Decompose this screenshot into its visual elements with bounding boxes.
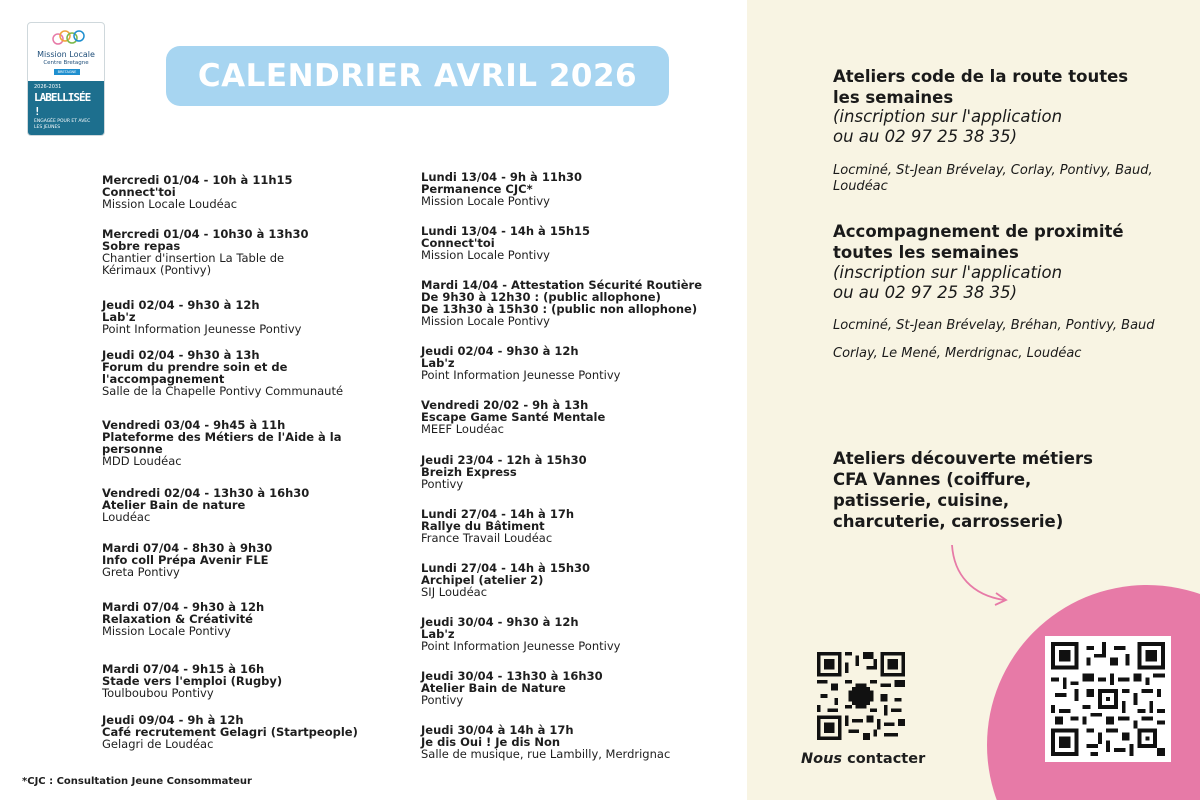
event-location: Point Information Jeunesse Pontivy [102,322,302,336]
event-item [102,299,301,335]
event-title: personne [102,442,163,456]
event-location: France Travail Loudéac [421,531,553,545]
code-route-title [833,66,1128,108]
event-item [421,399,605,435]
code-route-signup [833,107,1062,147]
event-item [421,171,582,207]
title-banner [166,46,669,106]
event-title: Lab'z [421,356,455,370]
contact-label-emphasis: Nous [801,751,843,767]
event-date: Vendredi 20/02 - 9h à 13h [421,398,589,412]
event-title: Permanence CJC* [421,182,533,196]
event-title: Forum du prendre soin et de [102,360,288,374]
event-title: Café recrutement Gelagri (Startpeople) [102,725,358,739]
event-date: Jeudi 02/04 - 9h30 à 12h [421,344,579,358]
event-date: Mercredi 01/04 - 10h30 à 13h30 [102,227,309,241]
code-route-cities-line: Loudéac [833,179,888,194]
event-location: Mission Locale Pontivy [102,624,231,638]
event-date: Jeudi 30/04 - 13h30 à 16h30 [421,669,603,683]
event-item [102,419,342,467]
accompagnement-cities: Corlay, Le Mené, Merdrignac, Loudéac [833,346,1082,361]
event-title: Stade vers l'emploi (Rugby) [102,674,283,688]
event-title: Atelier Bain de nature [102,498,246,512]
event-location: Mission Locale Pontivy [421,194,550,208]
event-item [102,174,293,210]
event-title: Connect'toi [102,185,176,199]
event-date: Jeudi 02/04 - 9h30 à 13h [102,348,260,362]
event-location: SIJ Loudéac [421,585,488,599]
accompagnement-cities: Locminé, St-Jean Brévelay, Bréhan, Pontivy, Baud [833,318,1155,333]
event-item [421,724,670,760]
event-location: Point Information Jeunesse Pontivy [421,639,621,653]
event-date: Jeudi 30/04 à 14h à 17h [421,723,574,737]
event-location: Salle de musique, rue Lambilly, Merdrignac [421,747,671,761]
event-location: Point Information Jeunesse Pontivy [421,368,621,382]
event-item [102,349,343,397]
event-location: Pontivy [421,477,464,491]
code-route-cities-line: Locminé, St-Jean Brévelay, Corlay, Pontivy, Baud, [833,163,1153,178]
event-date: Vendredi 03/04 - 9h45 à 11h [102,418,286,432]
event-item [102,487,309,523]
event-location: Mission Locale Pontivy [421,248,550,262]
contact-label-text: contacter [842,751,926,767]
event-title: Plateforme des Métiers de l'Aide à la [102,430,342,444]
event-date: Jeudi 09/04 - 9h à 12h [102,713,244,727]
event-date: Mardi 07/04 - 8h30 à 9h30 [102,541,273,555]
event-title: Sobre repas [102,239,181,253]
event-date: Lundi 27/04 - 14h à 17h [421,507,575,521]
event-item [421,508,574,544]
event-date: Mardi 07/04 - 9h30 à 12h [102,600,265,614]
event-date: Mardi 14/04 - Attestation Sécurité Routière [421,278,703,292]
event-date: Mercredi 01/04 - 10h à 11h15 [102,173,293,187]
code-route-cities [833,163,1153,195]
logo-rings-icon [50,28,86,48]
event-date: Mardi 07/04 - 9h15 à 16h [102,662,265,676]
event-location: Toulboubou Pontivy [102,686,214,700]
event-location: Greta Pontivy [102,565,180,579]
event-title: Info coll Prépa Avenir FLE [102,553,269,567]
metiers-line: Ateliers découverte métiers [833,449,1093,468]
event-title: l'accompagnement [102,372,225,386]
event-location: Gelagri de Loudéac [102,737,214,751]
event-date: Lundi 27/04 - 14h à 15h30 [421,561,591,575]
code-route-signup-line: ou au 02 97 25 38 35) [833,127,1018,146]
event-item [421,454,587,490]
metiers-title [833,448,1093,532]
accompagnement-title-line: toutes les semaines [833,243,1019,262]
accompagnement-signup-line: ou au 02 97 25 38 35) [833,283,1018,302]
event-location: MEEF Loudéac [421,422,504,436]
event-item [421,670,603,706]
contact-qr-code-icon[interactable] [817,652,905,740]
code-route-signup-line: (inscription sur l'application [833,107,1063,126]
event-date: Lundi 13/04 - 9h à 11h30 [421,170,583,184]
event-date: Jeudi 02/04 - 9h30 à 12h [102,298,260,312]
event-title: Archipel (atelier 2) [421,573,544,587]
event-title: De 9h30 à 12h30 : (public allophone) [421,290,661,304]
info-panel [747,0,1200,800]
event-item [421,562,590,598]
code-route-title-line: Ateliers code de la route toutes [833,67,1129,86]
event-item [421,225,590,261]
logo-subtitle: Centre Bretagne [43,60,89,66]
metiers-line: charcuterie, carrosserie) [833,512,1064,531]
logo-label: LABELLISÉE ! [34,91,91,118]
footnote: *CJC : Consultation Jeune Consommateur [22,776,252,787]
event-title: Atelier Bain de Nature [421,681,566,695]
event-location: Salle de la Chapelle Pontivy Communauté [102,384,344,398]
event-location: MDD Loudéac [102,454,182,468]
accompagnement-title [833,221,1124,263]
accompagnement-title-line: Accompagnement de proximité [833,222,1124,241]
event-title: Lab'z [102,310,136,324]
event-item [421,345,620,381]
event-location: Mission Locale Pontivy [421,314,550,328]
mission-locale-logo [27,22,105,136]
event-title: Lab'z [421,627,455,641]
code-route-title-line: les semaines [833,88,954,107]
qr-code-icon[interactable] [1045,636,1171,762]
event-title: Escape Game Santé Mentale [421,410,606,424]
event-date: Jeudi 23/04 - 12h à 15h30 [421,453,587,467]
event-title: De 13h30 à 15h30 : (public non allophone) [421,302,698,316]
event-location: Pontivy [421,693,464,707]
accompagnement-signup [833,263,1062,303]
event-date: Jeudi 30/04 - 9h30 à 12h [421,615,579,629]
contact-label[interactable] [801,751,925,767]
event-location: Chantier d'insertion La Table de [102,251,285,265]
logo-engaged: ENGAGÉE POUR ET AVEC LES JEUNES [34,119,91,130]
logo-years: 2026-2031 [34,84,62,90]
event-item [102,228,309,276]
event-item [102,601,264,637]
event-title: Je dis Oui ! Je dis Non [421,735,561,749]
metiers-line: patisserie, cuisine, [833,491,1010,510]
event-date: Lundi 13/04 - 14h à 15h15 [421,224,591,238]
accompagnement-signup-line: (inscription sur l'application [833,263,1063,282]
logo-region: BRETAGNE [54,69,80,75]
page-title: CALENDRIER AVRIL 2026 [197,58,638,94]
event-item [102,714,358,750]
logo-label-block [28,81,104,136]
event-item [102,663,282,699]
event-date: Vendredi 02/04 - 13h30 à 16h30 [102,486,310,500]
logo-name: Mission Locale [37,50,95,59]
event-item [421,616,620,652]
event-item [102,542,272,578]
event-location: Mission Locale Loudéac [102,197,238,211]
event-title: Breizh Express [421,465,517,479]
event-title: Rallye du Bâtiment [421,519,545,533]
event-title: Relaxation & Créativité [102,612,253,626]
event-title: Connect'toi [421,236,495,250]
event-item [421,279,702,327]
metiers-line: CFA Vannes (coiffure, [833,470,1032,489]
event-location: Kérimaux (Pontivy) [102,263,212,277]
event-location: Loudéac [102,510,151,524]
arrow-icon [942,540,1022,610]
